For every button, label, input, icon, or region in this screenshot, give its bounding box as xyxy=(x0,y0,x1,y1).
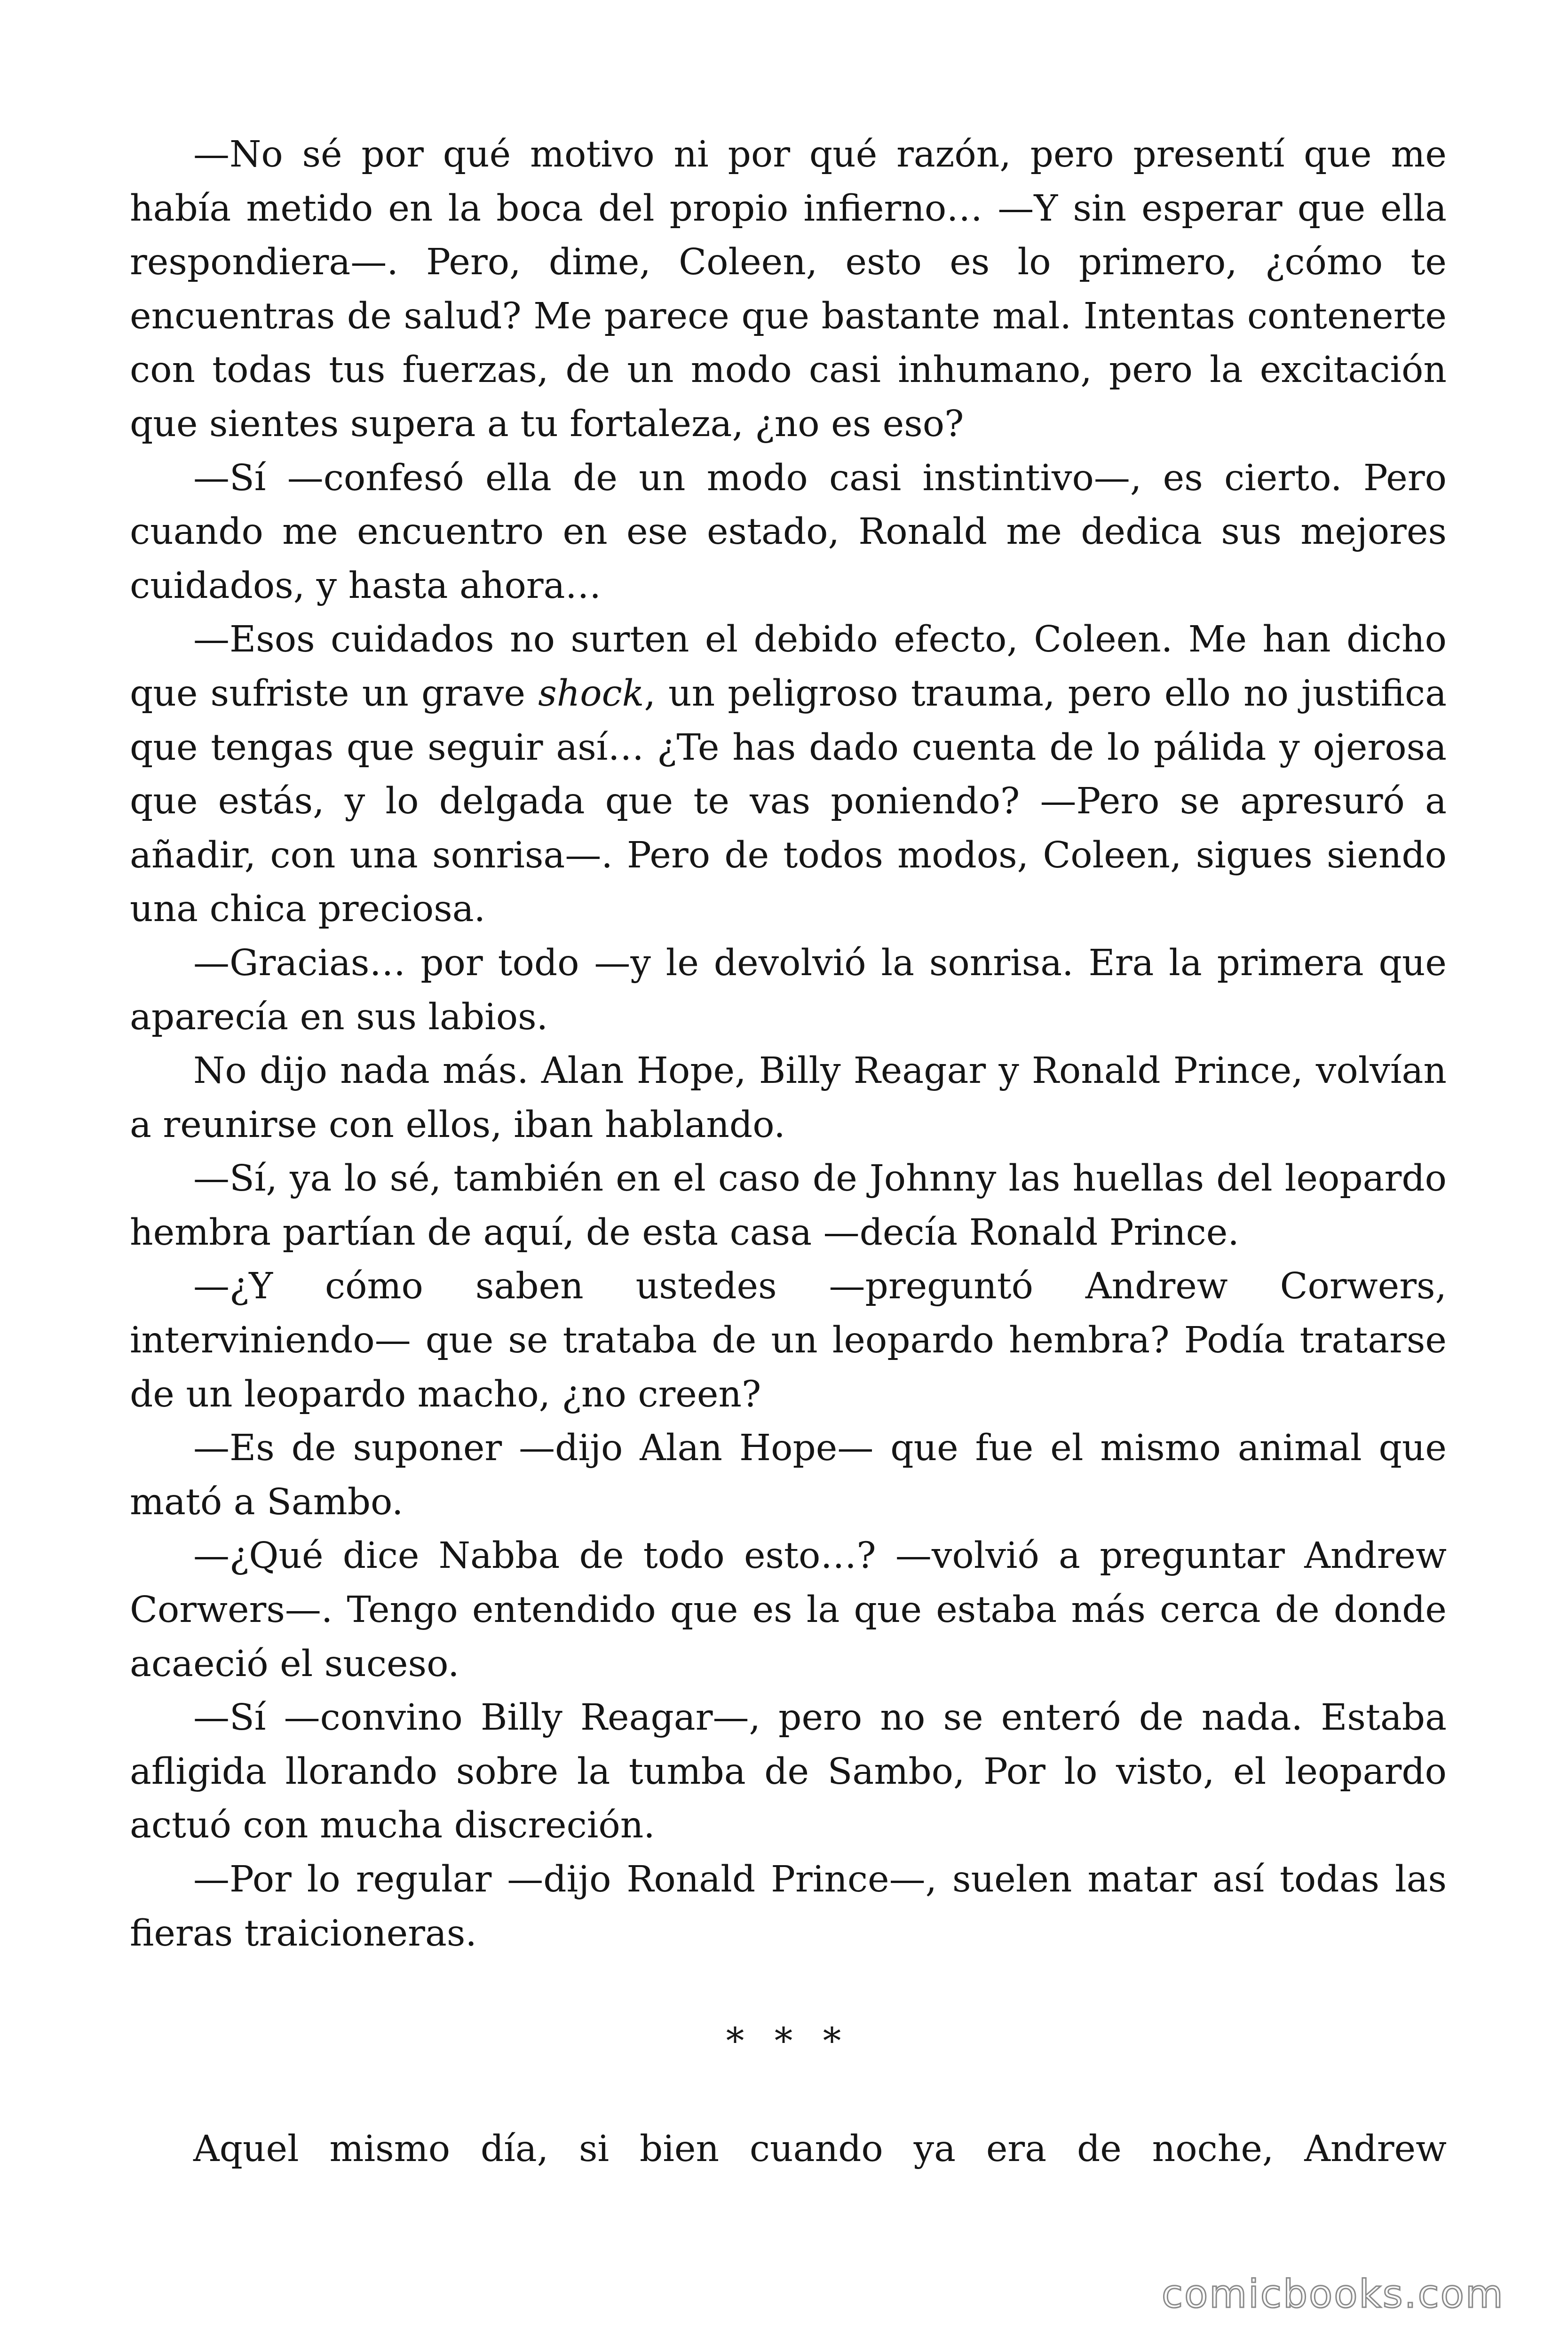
italic-word: shock xyxy=(538,672,644,715)
paragraph: —No sé por qué motivo ni por qué razón, pero presentí que me había metido en la boca del propio infierno… —Y sin esperar que ella respondiera—. Pero, dime, Coleen, esto es lo primero, ¿cómo te encuentras de salud? Me parece que bastante mal. Intentas contenerte con todas tus fuerzas, de un modo casi inhumano, pero la excitación que sientes supera a tu fortaleza, ¿no es eso? xyxy=(130,134,1447,445)
paragraph: —Es de suponer —dijo Alan Hope— que fue el mismo animal que mató a Sambo. xyxy=(130,1427,1447,1523)
paragraph: —Gracias… por todo —y le devolvió la sonrisa. Era la primera que aparecía en sus labios. xyxy=(130,942,1447,1038)
paragraph: —Esos cuidados no surten el debido efecto, Coleen. Me han dicho que sufriste un grave shock, un peligroso trauma, pero ello no justifica que tengas que seguir así… ¿Te has dado cuenta de lo pálida y ojerosa que estás, y lo delgada que te vas poniendo? —Pero se apresuró a añadir, con una sonrisa—. Pero de todos modos, Coleen, sigues siendo una chica preciosa. xyxy=(130,619,1447,930)
paragraph: —¿Qué dice Nabba de todo esto…? —volvió a preguntar Andrew Corwers—. Tengo entendido que es la que estaba más cerca de donde acaeció el suceso. xyxy=(130,1535,1447,1685)
paragraph: Aquel mismo día, si bien cuando ya era de noche, Andrew xyxy=(193,2128,1447,2170)
paragraph: —Sí, ya lo sé, también en el caso de Johnny las huellas del leopardo hembra partían de aquí, de esta casa —decía Ronald Prince. xyxy=(130,1158,1447,1254)
paragraph: —Por lo regular —dijo Ronald Prince—, suelen matar así todas las fieras traicioneras. xyxy=(130,1859,1447,1955)
paragraph: —¿Y cómo saben ustedes —preguntó Andrew Corwers, interviniendo— que se trataba de un leopardo hembra? Podía tratarse de un leopardo macho, ¿no creen? xyxy=(130,1265,1447,1415)
paragraph: —Sí —convino Billy Reagar—, pero no se enteró de nada. Estaba afligida llorando sobre la tumba de Sambo, Por lo visto, el leopardo actuó con mucha discreción. xyxy=(130,1697,1447,1847)
page-text xyxy=(130,128,1447,2177)
watermark: comicbooks.com xyxy=(1162,2272,1505,2317)
scene-break: * * * xyxy=(726,2020,851,2063)
paragraph: No dijo nada más. Alan Hope, Billy Reagar y Ronald Prince, volvían a reunirse con ellos, iban hablando. xyxy=(130,1050,1447,1146)
paragraph: —Sí —confesó ella de un modo casi instintivo—, es cierto. Pero cuando me encuentro en ese estado, Ronald me dedica sus mejores cuidados, y hasta ahora… xyxy=(130,457,1447,607)
